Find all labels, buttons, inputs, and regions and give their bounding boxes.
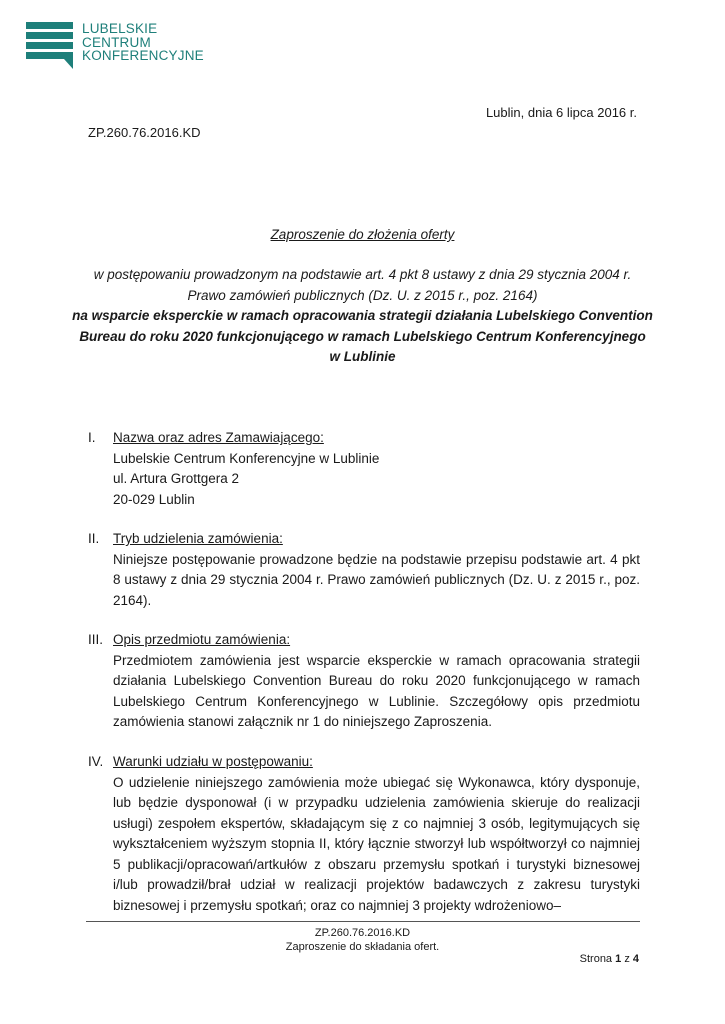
section-number: II.	[88, 531, 100, 546]
footer-reference: ZP.260.76.2016.KD	[314, 927, 411, 939]
section-conditions	[88, 752, 640, 916]
intro-subject-1: na wsparcie eksperckie w ramach opracowania strategii działania Lubelskiego Convention	[72, 308, 653, 323]
section-title: Nazwa oraz adres Zamawiającego:	[113, 430, 324, 445]
section-title: Opis przedmiotu zamówienia:	[113, 632, 291, 647]
page-current: 1	[615, 953, 622, 965]
page-label: Strona	[579, 953, 613, 965]
page-footer	[0, 926, 725, 954]
intro-block	[70, 265, 655, 368]
logo-bars-icon	[26, 22, 74, 70]
section-number: I.	[88, 430, 96, 445]
page-separator: z	[624, 953, 630, 965]
document-title: Zaproszenie do złożenia oferty	[270, 227, 455, 242]
page-number	[580, 953, 639, 965]
section-body: O udzielenie niniejszego zamówienia może ubiegać się Wykonawca, który dysponuje, lub będzie dysponował (i w przypadku udzielenia zamówienia skieruje do realizacji usługi) zespołem ekspertów, składającym się z co najmniej 3 osób, legitymujących się wykształceniem wyższym stopnia II, który łącznie stworzył lub współtworzył co najmniej 5 publikacji/opracowań/artkułów z obszaru przemysłu spotkań i turystyki biznesowej i/lub prowadził/brał udział w realizacji projektów badawczych z zakresu turystyki biznesowej i przemysłu spotkań; oraz co najmniej 3 projekty wdrożeniowo–	[113, 774, 640, 913]
address-line-3: 20-029 Lublin	[113, 491, 195, 507]
section-number: IV.	[88, 754, 104, 769]
section-number: III.	[88, 632, 104, 647]
intro-line-2: Prawo zamówień publicznych (Dz. U. z 2015 r., poz. 2164)	[187, 287, 538, 303]
section-title: Warunki udziału w postępowaniu:	[113, 754, 313, 769]
logo-line-2: CENTRUM	[82, 34, 151, 50]
section-subject	[88, 630, 640, 733]
logo-line-1: LUBELSKIE	[82, 21, 158, 36]
footer-divider	[86, 921, 640, 922]
section-heading	[88, 529, 640, 550]
reference-number: ZP.260.76.2016.KD	[88, 125, 201, 140]
section-body	[88, 449, 640, 511]
intro-subject-2: Bureau do roku 2020 funkcjonującego w ramach Lubelskiego Centrum Konferencyjnego	[79, 328, 646, 344]
intro-subject-3: w Lublinie	[329, 349, 396, 364]
section-procedure	[88, 529, 640, 611]
address-line-1: Lubelskie Centrum Konferencyjne w Lublinie	[113, 450, 380, 466]
section-heading	[88, 752, 640, 773]
logo	[26, 22, 226, 70]
section-title: Tryb udzielenia zamówienia:	[113, 531, 283, 546]
logo-text	[82, 22, 204, 63]
page-total: 4	[632, 953, 639, 965]
document-date: Lublin, dnia 6 lipca 2016 r.	[485, 105, 637, 120]
footer-caption: Zaproszenie do składania ofert.	[285, 941, 440, 953]
section-heading	[88, 630, 640, 651]
section-heading	[88, 428, 640, 449]
logo-line-3: KONFERENCYJNE	[82, 48, 204, 63]
section-body: Niniejsze postępowanie prowadzone będzie na podstawie przepisu podstawie art. 4 pkt 8 ustawy z dnia 29 stycznia 2004 r. Prawo zamówień publicznych (Dz. U. z 2015 r., poz. 2164).	[113, 551, 640, 608]
intro-line-1: w postępowaniu prowadzonym na podstawie art. 4 pkt 8 ustawy z dnia 29 stycznia 2004 r.	[93, 267, 632, 282]
section-body: Przedmiotem zamówienia jest wsparcie eksperckie w ramach opracowania strategii działania Lubelskiego Convention Bureau do roku 2020 funkcjonującego w ramach Lubelskiego Centrum Konferencyjnego w Lublinie. Szczegółowy opis przedmiotu zamówienia stanowi załącznik nr 1 do niniejszego Zaproszenia.	[113, 652, 640, 729]
address-line-2: ul. Artura Grottgera 2	[113, 471, 240, 486]
section-contracting-authority	[88, 428, 640, 510]
